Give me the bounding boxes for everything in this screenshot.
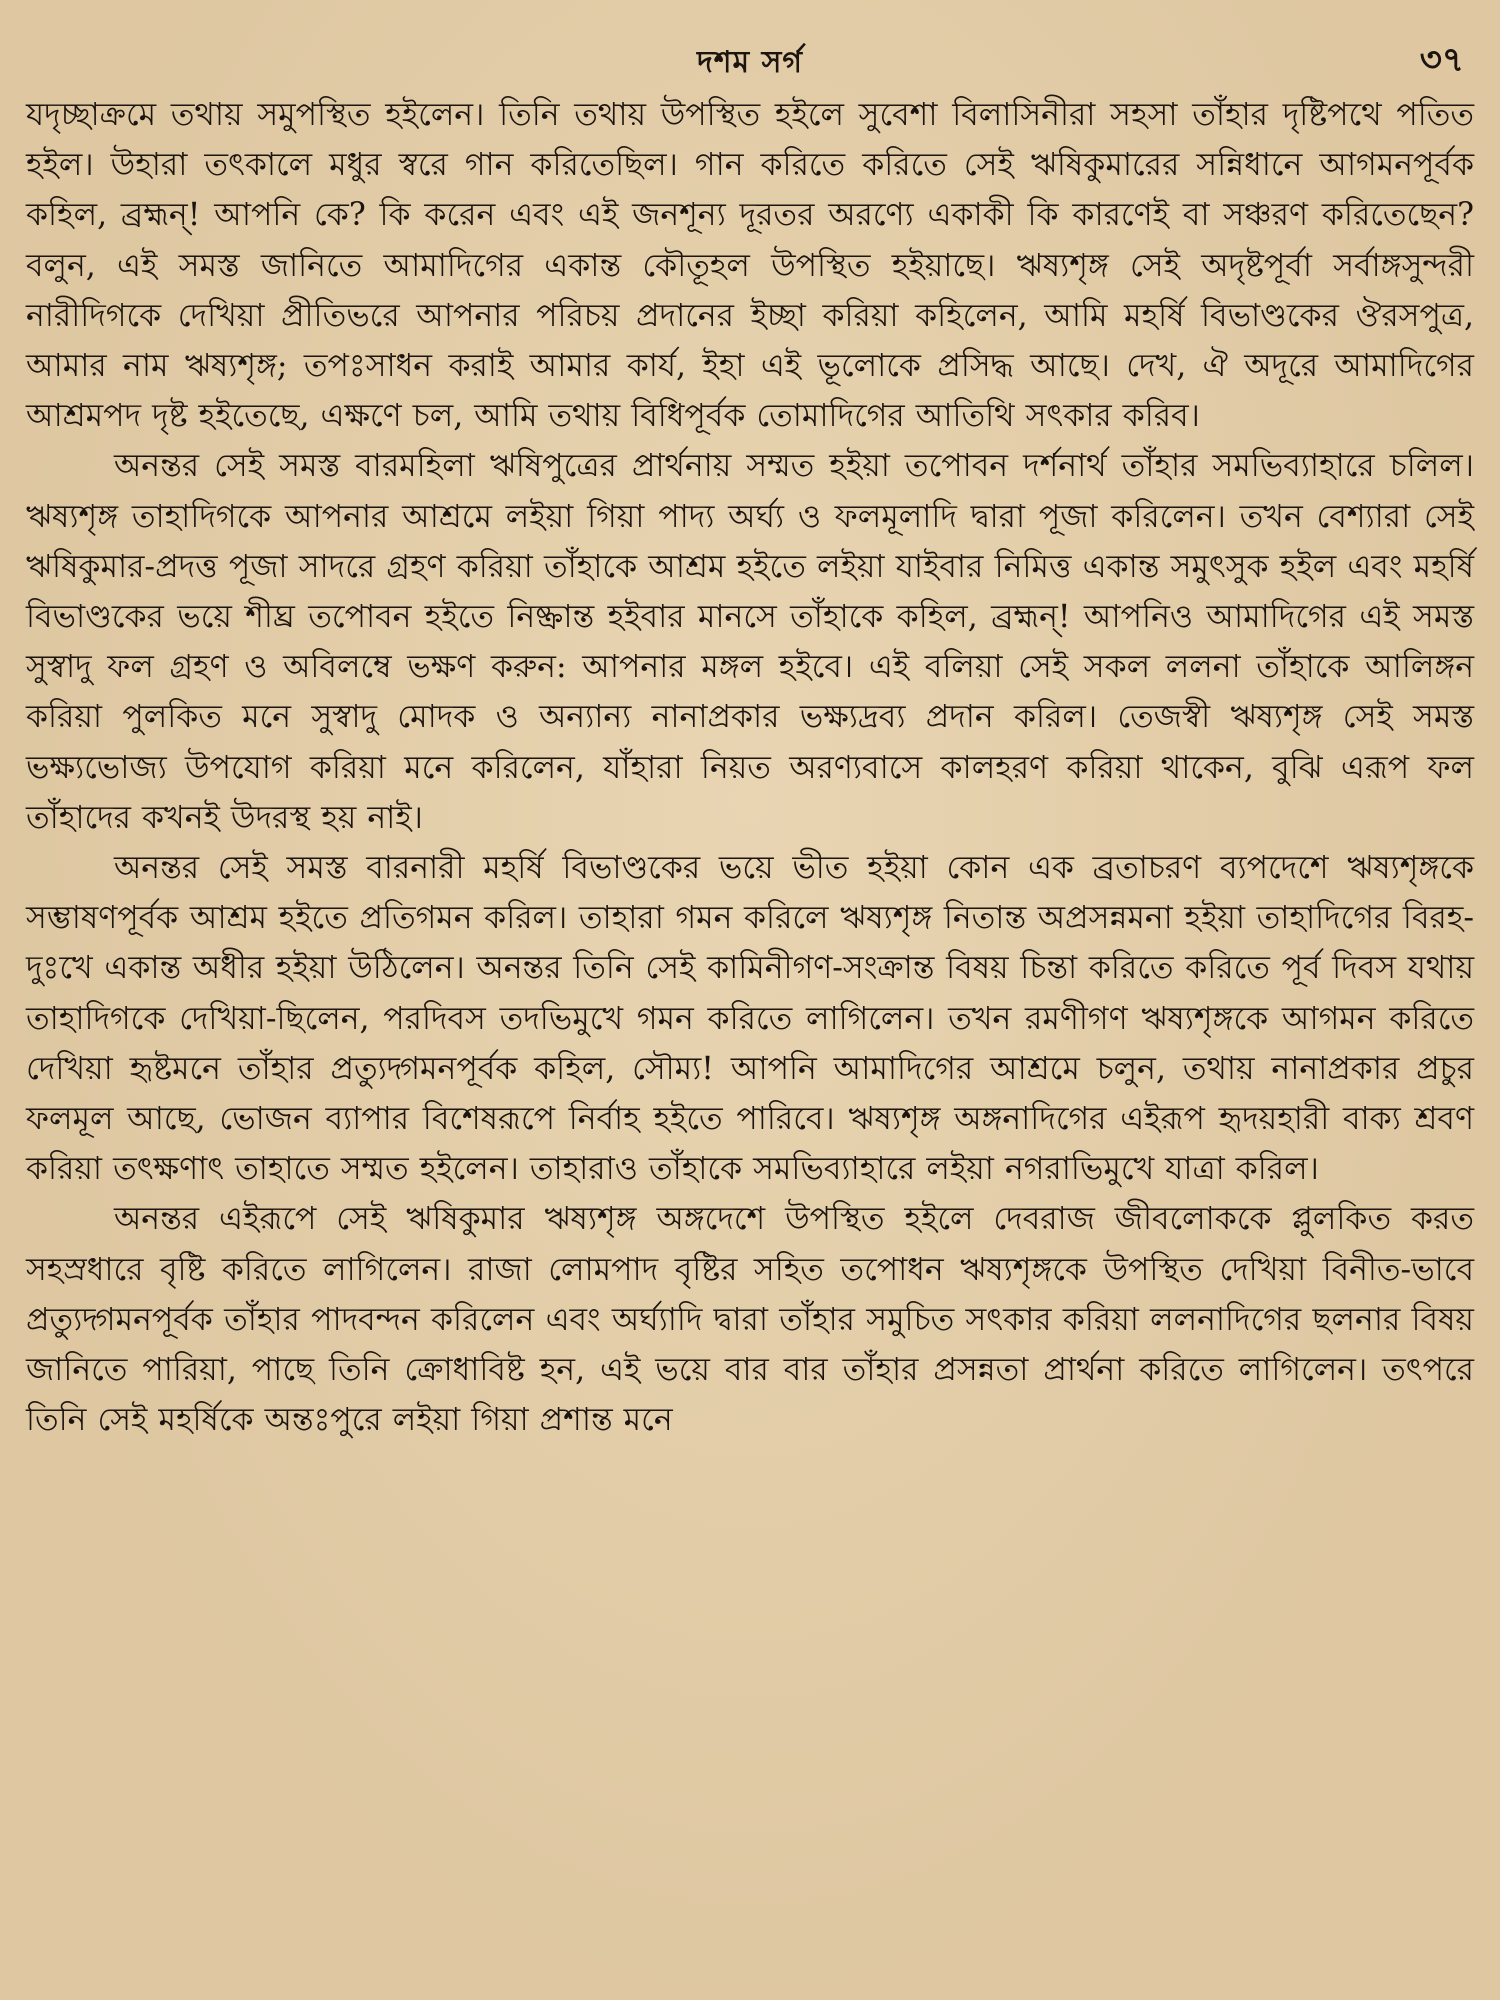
body-text	[26, 90, 1474, 1445]
paragraph-1: যদৃচ্ছাক্রমে তথায় সমুপস্থিত হইলেন। তিনি তথায় উপস্থিত হইলে সুবেশা বিলাসিনীরা সহসা তাঁহার দৃষ্টিপথে পতিত হইল। উহারা তৎকালে মধুর স্বরে গান করিতেছিল। গান করিতে করিতে সেই ঋষিকুমারের সন্নিধানে আগমনপূর্বক কহিল, ব্রহ্মন্! আপনি কে? কি করেন এবং এই জনশূন্য দূরতর অরণ্যে একাকী কি কারণেই বা সঞ্চরণ করিতেছেন? বলুন, এই সমস্ত জানিতে আমাদিগের একান্ত কৌতূহল উপস্থিত হইয়াছে। ঋষ্যশৃঙ্গ সেই অদৃষ্টপূর্বা সর্বাঙ্গসুন্দরী নারীদিগকে দেখিয়া প্রীতিভরে আপনার পরিচয় প্রদানের ইচ্ছা করিয়া কহিলেন, আমি মহর্ষি বিভাণ্ডকের ঔরসপুত্র, আমার নাম ঋষ্যশৃঙ্গ; তপঃসাধন করাই আমার কার্য, ইহা এই ভূলোকে প্রসিদ্ধ আছে। দেখ, ঐ অদূরে আমাদিগের আশ্রমপদ দৃষ্ট হইতেছে, এক্ষণে চল, আমি তথায় বিধিপূর্বক তোমাদিগের আতিথি সৎকার করিব।	[26, 97, 1474, 435]
paragraph-3: অনন্তর সেই সমস্ত বারনারী মহর্ষি বিভাণ্ডকের ভয়ে ভীত হইয়া কোন এক ব্রতাচরণ ব্যপদেশে ঋষ্যশৃঙ্গকে সম্ভাষণপূর্বক আশ্রম হইতে প্রতিগমন করিল। তাহারা গমন করিলে ঋষ্যশৃঙ্গ নিতান্ত অপ্রসন্নমনা হইয়া তাহাদিগের বিরহ-দুঃখে একান্ত অধীর হইয়া উঠিলেন। অনন্তর তিনি সেই কামিনীগণ-সংক্রান্ত বিষয় চিন্তা করিতে করিতে পূর্ব দিবস যথায় তাহাদিগকে দেখিয়া-ছিলেন, পরদিবস তদভিমুখে গমন করিতে লাগিলেন। তখন রমণীগণ ঋষ্যশৃঙ্গকে আগমন করিতে দেখিয়া হৃষ্টমনে তাঁহার প্রত্যুদ্গমনপূর্বক কহিল, সৌম্য! আপনি আমাদিগের আশ্রমে চলুন, তথায় নানাপ্রকার প্রচুর ফলমূল আছে, ভোজন ব্যাপার বিশেষরূপে নির্বাহ হইতে পারিবে। ঋষ্যশৃঙ্গ অঙ্গনাদিগের এইরূপ হৃদয়হারী বাক্য শ্রবণ করিয়া তৎক্ষণাৎ তাহাতে সম্মত হইলেন। তাহারাও তাঁহাকে সমভিব্যাহারে লইয়া নগরাভিমুখে যাত্রা করিল।	[26, 850, 1474, 1188]
paragraph-4: অনন্তর এইরূপে সেই ঋষিকুমার ঋষ্যশৃঙ্গ অঙ্গদেশে উপস্থিত হইলে দেবরাজ জীবলোককে প্লুলকিত করত সহস্রধারে বৃষ্টি করিতে লাগিলেন। রাজা লোমপাদ বৃষ্টির সহিত তপোধন ঋষ্যশৃঙ্গকে উপস্থিত দেখিয়া বিনীত-ভাবে প্রত্যুদ্গমনপূর্বক তাঁহার পাদবন্দন করিলেন এবং অর্ঘ্যাদি দ্বারা তাঁহার সমুচিত সৎকার করিয়া ললনাদিগের ছলনার বিষয় জানিতে পারিয়া, পাছে তিনি ক্রোধাবিষ্ট হন, এই ভয়ে বার বার তাঁহার প্রসন্নতা প্রার্থনা করিতে লাগিলেন। তৎপরে তিনি সেই মহর্ষিকে অন্তঃপুরে লইয়া গিয়া প্রশান্ত মনে	[26, 1201, 1474, 1439]
running-title: দশম সর্গ	[696, 45, 804, 80]
page-header	[26, 18, 1474, 90]
page-number: ৩৭	[1419, 40, 1464, 80]
paragraph-2: অনন্তর সেই সমস্ত বারমহিলা ঋষিপুত্রের প্রার্থনায় সম্মত হইয়া তপোবন দর্শনার্থ তাঁহার সমভিব্যাহারে চলিল। ঋষ্যশৃঙ্গ তাহাদিগকে আপনার আশ্রমে লইয়া গিয়া পাদ্য অর্ঘ্য ও ফলমূলাদি দ্বারা পূজা করিলেন। তখন বেশ্যারা সেই ঋষিকুমার-প্রদত্ত পূজা সাদরে গ্রহণ করিয়া তাঁহাকে আশ্রম হইতে লইয়া যাইবার নিমিত্ত একান্ত সমুৎসুক হইল এবং মহর্ষি বিভাণ্ডকের ভয়ে শীঘ্র তপোবন হইতে নিষ্ক্রান্ত হইবার মানসে তাঁহাকে কহিল, ব্রহ্মন্! আপনিও আমাদিগের এই সমস্ত সুস্বাদু ফল গ্রহণ ও অবিলম্বে ভক্ষণ করুন: আপনার মঙ্গল হইবে। এই বলিয়া সেই সকল ললনা তাঁহাকে আলিঙ্গন করিয়া পুলকিত মনে সুস্বাদু মোদক ও অন্যান্য নানাপ্রকার ভক্ষ্যদ্রব্য প্রদান করিল। তেজস্বী ঋষ্যশৃঙ্গ সেই সমস্ত ভক্ষ্যভোজ্য উপযোগ করিয়া মনে করিলেন, যাঁহারা নিয়ত অরণ্যবাসে কালহরণ করিয়া থাকেন, বুঝি এরূপ ফল তাঁহাদের কখনই উদরস্থ হয় নাই।	[26, 448, 1474, 836]
